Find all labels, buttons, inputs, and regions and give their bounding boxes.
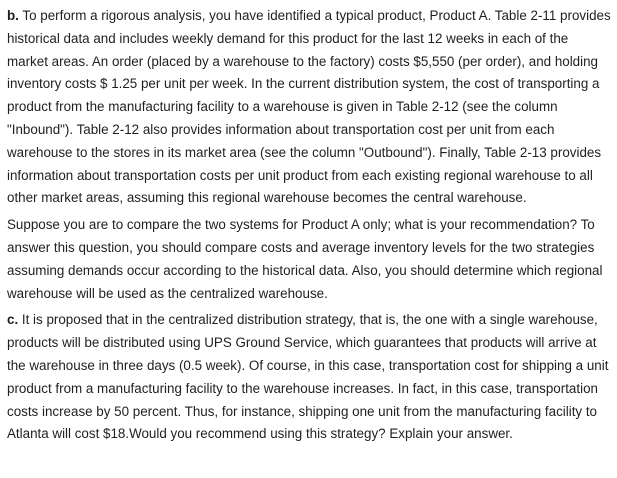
paragraph-b-question <box>7 214 612 305</box>
part-label-c: c. <box>7 312 19 328</box>
paragraph-b-text: To perform a rigorous analysis, you have identified a typical product, Product A. Table 2-11 provides historical data and includes weekly demand for this product for the last 12 weeks in each of the market areas. An order (placed by a warehouse to the factory) costs $5,550 (per order), and holding inventory costs $ 1.25 per unit per week. In the current distribution system, the cost of transporting a product from the manufacturing facility to a warehouse is given in Table 2-12 (see the column "Inbound"). Table 2-12 also provides information about transportation cost per unit from each warehouse to the stores in its market area (see the column "Outbound"). Finally, Table 2-13 provides information about transportation costs per unit product from each existing regional warehouse to all other market areas, assuming this regional warehouse becomes the central warehouse. <box>7 8 611 206</box>
part-label-b: b. <box>7 8 19 23</box>
paragraph-c-text: It is proposed that in the centralized distribution strategy, that is, the one with a single warehouse, products will be distributed using UPS Ground Service, which guarantees that products will arrive at the warehouse in three days (0.5 week). Of course, in this case, transportation cost for shipping a unit product from a manufacturing facility to the warehouse increases. In fact, in this case, transportation costs increase by 50 percent. Thus, for instance, shipping one unit from the manufacturing facility to Atlanta will cost $18.Would you recommend using this strategy? Explain your answer. <box>7 312 609 442</box>
paragraph-b-question-text: Suppose you are to compare the two systems for Product A only; what is your recommendation? To answer this question, you should compare costs and average inventory levels for the two strategies assuming demands occur according to the historical data. Also, you should determine which regional warehouse will be used as the centralized warehouse. <box>7 217 603 301</box>
document-body <box>7 5 612 446</box>
paragraph-c <box>7 309 612 446</box>
paragraph-b <box>7 5 612 210</box>
